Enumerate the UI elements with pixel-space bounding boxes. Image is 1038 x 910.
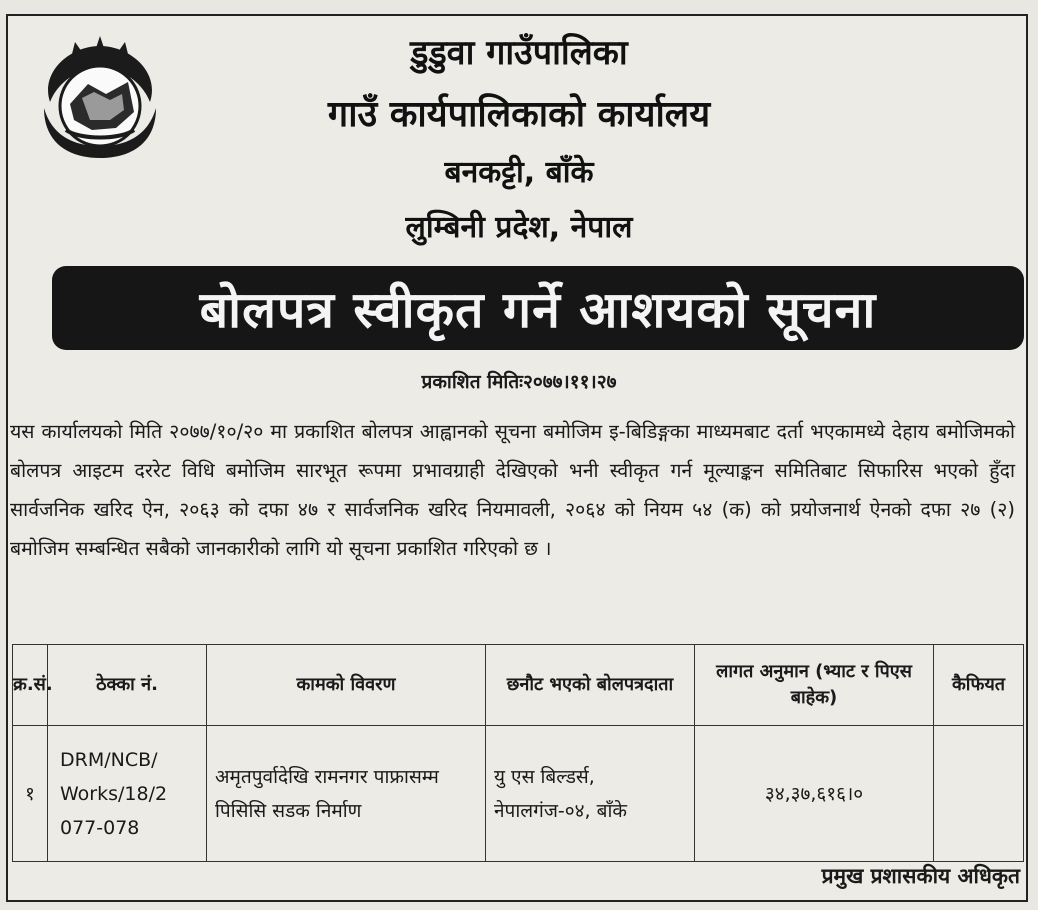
- office-location: बनकट्टी, बाँके: [444, 155, 594, 190]
- bid-table: [12, 644, 1024, 862]
- row-description: अमृतपुर्वादेखि रामनगर पाफ्रासम्म पिसिसि सडक निर्माण: [207, 726, 486, 862]
- header-sn: क्र.सं.: [13, 645, 48, 726]
- published-date: प्रकाशित मितिः२०७७।११।२७: [421, 371, 617, 393]
- row-bidder: यु एस बिल्डर्स, नेपालगंज-०४, बाँके: [486, 726, 695, 862]
- row-sn: १: [13, 726, 48, 862]
- office-name: गाउँ कार्यपालिकाको कार्यालय: [327, 94, 711, 135]
- header-description: कामको विवरण: [207, 645, 486, 726]
- signature-title: प्रमुख प्रशासकीय अधिकृत: [821, 864, 1020, 888]
- municipality-name: डुडुवा गाउँपालिका: [410, 33, 628, 73]
- header-cost: लागत अनुमान (भ्याट र पिएस बाहेक): [695, 645, 934, 726]
- row-cost: ३४,३७,६१६।०: [695, 726, 934, 862]
- row-contract-no: DRM/NCB/ Works/18/2 077-078: [48, 726, 207, 862]
- row-remarks: [934, 726, 1024, 862]
- province-country: लुम्बिनी प्रदेश, नेपाल: [405, 210, 633, 245]
- header-bidder: छनौट भएको बोलपत्रदाता: [486, 645, 695, 726]
- header-remarks: कैफियत: [934, 645, 1024, 726]
- notice-title: बोलपत्र स्वीकृत गर्ने आशयको सूचना: [199, 281, 877, 339]
- notice-body: यस कार्यालयको मिति २०७७/१०/२० मा प्रकाशित बोलपत्र आह्वानको सूचना बमोजिम इ-बिडिङ्गका माध्यमबाट दर्ता भएकामध्ये देहाय बमोजिमको बोलपत्र आइटम दररेट विधि बमोजिम सारभूत रूपमा प्रभावग्राही देखिएको भनी स्वीकृत गर्न मूल्याङ्कन समितिबाट सिफारिस भएको हुँदा सार्वजनिक खरिद ऐन, २०६३ को दफा ४७ र सार्वजनिक खरिद नियमावली, २०६४ को नियम ५४ (क) को प्रयोजनार्थ ऐनको दफा २७ (२) बमोजिम सम्बन्धित सबैको जानकारीको लागि यो सूचना प्रकाशित गरिएको छ ।: [10, 420, 1015, 560]
- table-header-row: [13, 645, 1024, 726]
- header-contract-no: ठेक्का नं.: [48, 645, 207, 726]
- notice-title-banner: [52, 266, 1024, 350]
- table-row: [13, 726, 1024, 862]
